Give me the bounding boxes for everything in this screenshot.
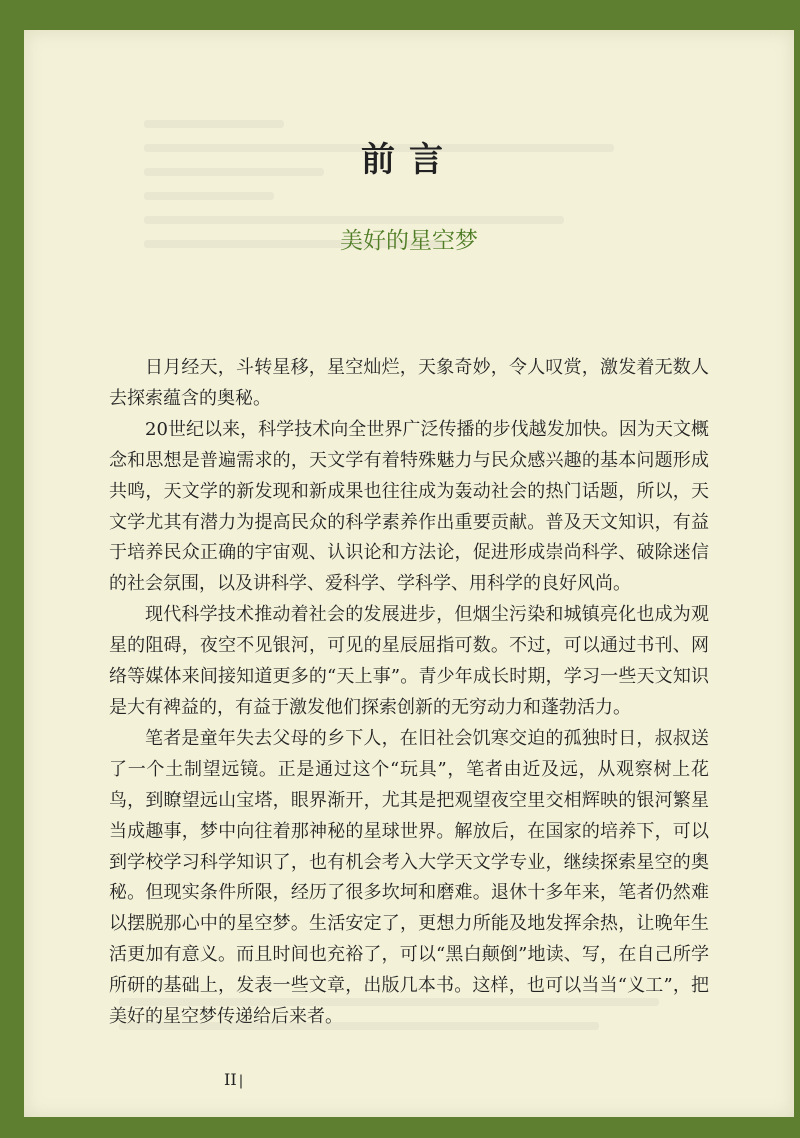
folio-divider: | xyxy=(238,1073,244,1089)
paragraph: 20世纪以来，科学技术向全世界广泛传播的步伐越发加快。因为天文概念和思想是普遍需求的，天文学有着特殊魅力与民众感兴趣的基本问题形成共鸣，天文学的新发现和新成果也往往成为轰动社会的热门话题，所以，天文学尤其有潜力为提高民众的科学素养作出重要贡献。普及天文知识，有益于培养民众正确的宇宙观、认识论和方法论，促进形成崇尚科学、破除迷信的社会氛围，以及讲科学、爱科学、学科学、用科学的良好风尚。 xyxy=(109,418,709,595)
paragraph: 现代科学技术推动着社会的发展进步，但烟尘污染和城镇亮化也成为观星的阻碍，夜空不见银河，可见的星辰屈指可数。不过，可以通过书刊、网络等媒体来间接知道更多的“天上事”。青少年成长时期，学习一些天文知识是大有裨益的，有益于激发他们探索创新的无穷动力和蓬勃活力。 xyxy=(109,604,709,718)
body-text xyxy=(109,353,709,1033)
book-page xyxy=(24,30,794,1117)
paragraph: 日月经天，斗转星移，星空灿烂，天象奇妙，令人叹赏，激发着无数人去探索蕴含的奥秘。 xyxy=(109,357,709,409)
page-number-text: II xyxy=(224,1070,237,1089)
page-subtitle: 美好的星空梦 xyxy=(340,228,478,254)
page-title: 前言 xyxy=(361,140,457,180)
page-number xyxy=(224,1070,243,1089)
paragraph: 笔者是童年失去父母的乡下人，在旧社会饥寒交迫的孤独时日，叔叔送了一个土制望远镜。正是通过这个“玩具”，笔者由近及远，从观察树上花鸟，到瞭望远山宝塔，眼界渐开，尤其是把观望夜空里交相辉映的银河繁星当成趣事，梦中向往着那神秘的星球世界。解放后，在国家的培养下，可以到学校学习科学知识了，也有机会考入大学天文学专业，继续探索星空的奥秘。但现实条件所限，经历了很多坎坷和磨难。退休十多年来，笔者仍然难以摆脱那心中的星空梦。生活安定了，更想力所能及地发挥余热，让晚年生活更加有意义。而且时间也充裕了，可以“黑白颠倒”地读、写，在自己所学所研的基础上，发表一些文章，出版几本书。这样，也可以当当“义工”，把美好的星空梦传递给后来者。 xyxy=(109,727,709,1028)
